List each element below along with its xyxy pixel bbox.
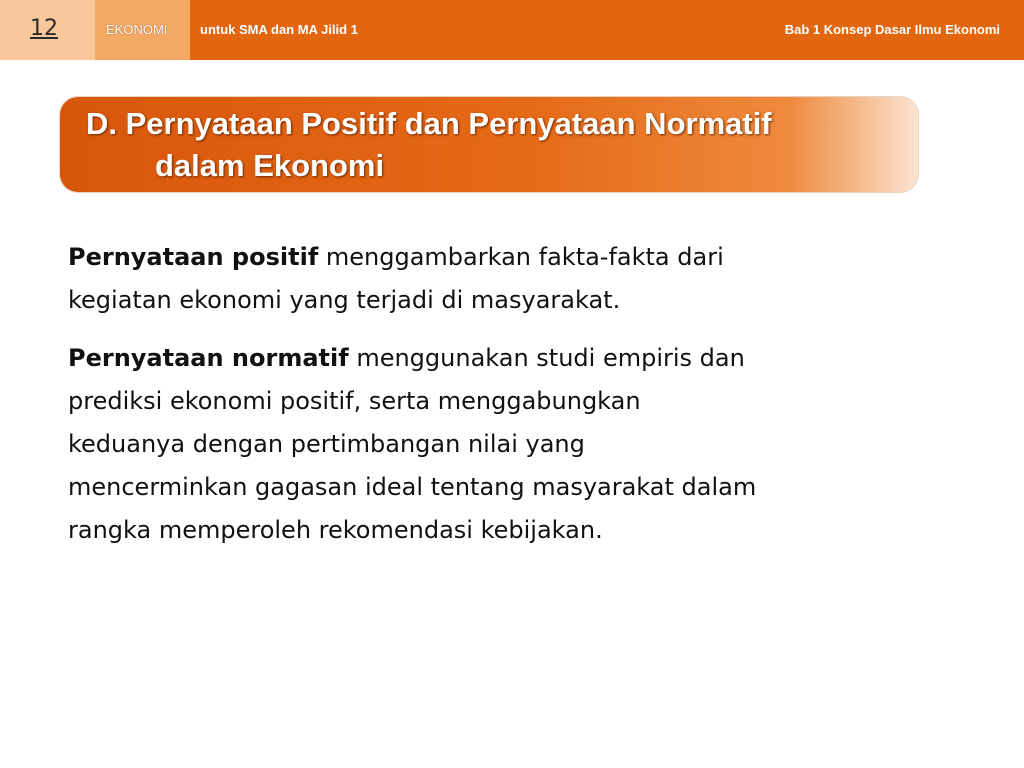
paragraph-normative-text-5: rangka memperoleh rekomendasi kebijakan. bbox=[68, 516, 603, 544]
paragraph-positive bbox=[68, 236, 898, 322]
paragraph-normative bbox=[68, 337, 898, 552]
page-number: 12 bbox=[30, 16, 58, 41]
paragraph-normative-text-2: prediksi ekonomi positif, serta menggabungkan bbox=[68, 387, 641, 415]
paragraph-normative-text-4: mencerminkan gagasan ideal tentang masyarakat dalam bbox=[68, 473, 757, 501]
term-normative: Pernyataan normatif bbox=[68, 344, 349, 372]
chapter-title: Bab 1 Konsep Dasar Ilmu Ekonomi bbox=[784, 22, 1000, 37]
term-positive: Pernyataan positif bbox=[68, 243, 319, 271]
body-content bbox=[68, 236, 898, 567]
section-title-line2: dalam Ekonomi bbox=[155, 148, 385, 183]
subject-label: EKONOMI bbox=[106, 22, 168, 37]
paragraph-positive-text-1: menggambarkan fakta-fakta dari bbox=[318, 243, 724, 271]
section-title-line1: D. Pernyataan Positif dan Pernyataan Normatif bbox=[86, 106, 772, 141]
paragraph-normative-text-3: keduanya dengan pertimbangan nilai yang bbox=[68, 430, 585, 458]
paragraph-positive-text-2: kegiatan ekonomi yang terjadi di masyarakat. bbox=[68, 286, 621, 314]
paragraph-normative-text-1: menggunakan studi empiris dan bbox=[348, 344, 745, 372]
book-title: untuk SMA dan MA Jilid 1 bbox=[200, 22, 358, 37]
